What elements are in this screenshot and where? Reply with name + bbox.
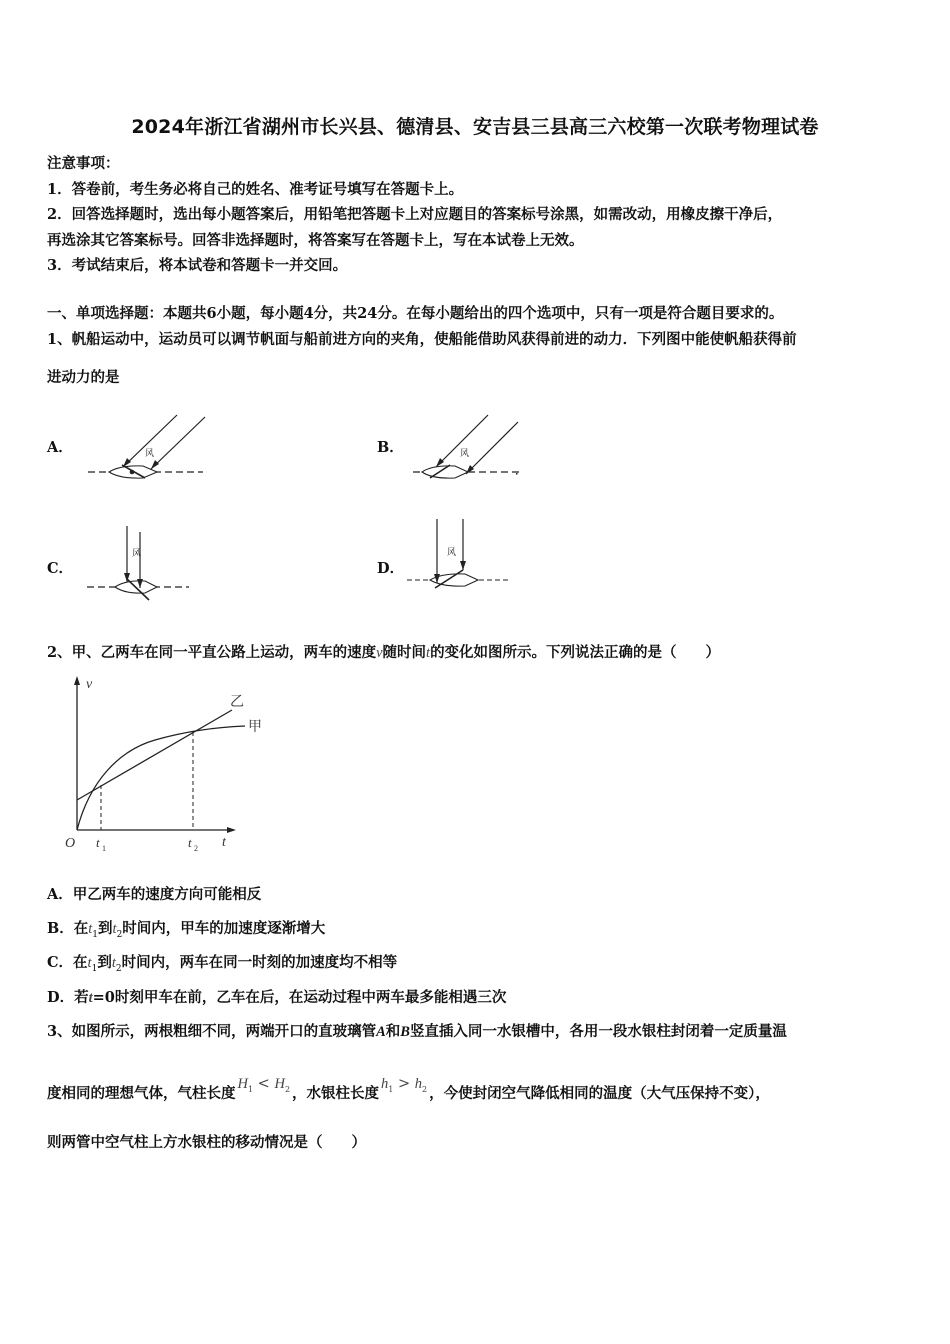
q3-expr1-h2: H (274, 1076, 285, 1092)
q2-var-t: t (426, 645, 431, 661)
q3-expr2-op: > (393, 1076, 415, 1092)
q1-figure-b (410, 410, 530, 490)
q2-d-var: t (88, 990, 93, 1006)
section-heading: 一、单项选择题：本题共6小题，每小题4分，共24分。在每小题给出的四个选项中，只有一项是符合题目要求的。 (47, 305, 784, 322)
q2-b-t1: t (88, 921, 93, 937)
q2-d-post: =0时刻甲车在前，乙车在后，在运动过程中两车最多能相遇三次 (92, 989, 507, 1006)
q2-y-axis-label: v (86, 677, 93, 692)
page-title: 2024年浙江省湖州市长兴县、德清县、安吉县三县高三六校第一次联考物理试卷 (131, 116, 819, 138)
q1-stem-line1: 1、帆船运动中，运动员可以调节帆面与船前进方向的夹角，使船能借助风获得前进的动力．下列图中能使帆船获得前 (47, 331, 797, 348)
q2-x-axis-label: t (222, 835, 226, 850)
q3-tube-b: B (400, 1024, 410, 1040)
q1-figure-a (85, 410, 210, 490)
q2-stem-part-c: 的变化如图所示。下列说法正确的是（ ） (430, 644, 721, 661)
q2-stem-part-a: 2、甲、乙两车在同一平直公路上运动，两车的速度 (47, 644, 377, 661)
q2-curve-jia (77, 726, 245, 830)
q2-c-mid: 到 (97, 954, 112, 971)
q1-option-a-label: A． (47, 439, 73, 456)
q2-c-s1: 1 (91, 963, 98, 974)
q3-expr-mercury-length (381, 1076, 427, 1092)
q3-expr2-h2: h (414, 1076, 422, 1092)
q3-expr1-h1: H (237, 1076, 248, 1092)
q1-option-c-label: C． (47, 560, 74, 577)
q3-stem-line3: 则两管中空气柱上方水银柱的移动情况是（ ） (47, 1134, 366, 1151)
q2-vt-graph (60, 670, 275, 860)
q2-t1-sub: 1 (102, 844, 106, 853)
q2-option-c (47, 951, 397, 974)
q2-d-pre: D．若 (47, 989, 89, 1006)
q2-stem-part-b: 随时间 (382, 644, 427, 661)
notice-item-3: 3．考试结束后，将本试卷和答题卡一并交回。 (47, 257, 348, 274)
q3-expr1-op: < (253, 1076, 275, 1092)
q3-line2-b: ，水银柱长度 (292, 1085, 380, 1102)
q2-option-b (47, 917, 325, 940)
q2-option-a: A．甲乙两车的速度方向可能相反 (47, 886, 262, 903)
q3-tube-a: A (376, 1024, 386, 1040)
notice-item-2: 2．回答选择题时，选出每小题答案后，用铅笔把答题卡上对应题目的答案标号涂黑，如需改动，用橡皮擦干净后， (47, 206, 783, 223)
q2-t2-label: t (188, 835, 192, 850)
q2-b-t2: t (112, 921, 117, 937)
q1-d-wind-label: 风 (447, 547, 457, 557)
q3-expr2-s2: 2 (422, 1084, 428, 1094)
q3-expr1-s1: 1 (247, 1084, 254, 1094)
q2-b-s2: 2 (116, 929, 123, 940)
q2-b-mid: 到 (98, 920, 113, 937)
q2-c-post: 时间内，两车在同一时刻的加速度均不相等 (121, 954, 398, 971)
q3-stem-line1 (47, 1020, 787, 1041)
q2-c-pre: C．在 (47, 954, 88, 971)
q2-b-post: 时间内，甲车的加速度逐渐增大 (122, 920, 326, 937)
q2-c-t1: t (87, 955, 92, 971)
q1-b-wind-label: 风 (460, 448, 470, 458)
q3-line2-c: ，今使封闭空气降低相同的温度（大气压保持不变）， (429, 1085, 770, 1102)
notice-heading: 注意事项： (47, 155, 120, 172)
q1-option-d-label: D． (377, 560, 405, 577)
q3-line2-a: 度相同的理想气体，气柱长度 (47, 1085, 236, 1102)
notice-item-2-cont: 再选涂其它答案标号。回答非选择题时，将答案写在答题卡上，写在本试卷上无效。 (47, 232, 584, 249)
q3-and: 和 (385, 1023, 401, 1040)
q2-t1-label: t (96, 835, 100, 850)
q2-b-s1: 1 (92, 929, 99, 940)
q1-figure-c (85, 520, 195, 605)
q2-line-yi (77, 710, 232, 800)
q3-expr2-h1: h (381, 1076, 389, 1092)
q1-figure-d (405, 515, 515, 600)
q2-origin-label: O (65, 836, 76, 851)
q3-line1-b: 竖直插入同一水银槽中，各用一段水银柱封闭着一定质量温 (409, 1023, 787, 1040)
q2-c-s2: 2 (115, 963, 122, 974)
q2-stem (47, 641, 720, 662)
q2-b-pre: B．在 (47, 920, 89, 937)
q3-expr1-s2: 2 (284, 1084, 291, 1094)
q1-stem-line2: 进动力的是 (47, 369, 120, 386)
q2-option-d (47, 986, 506, 1007)
q2-curve-yi-label: 乙 (230, 695, 244, 710)
q1-option-b-label: B． (377, 439, 404, 456)
q2-var-v: v (376, 645, 383, 661)
q3-line1-a: 3、如图所示，两根粗细不同，两端开口的直玻璃管 (47, 1023, 377, 1040)
q2-curve-jia-label: 甲 (248, 720, 262, 735)
notice-item-1: 1．答卷前，考生务必将自己的姓名、准考证号填写在答题卡上。 (47, 181, 464, 198)
q3-expr-h-length (238, 1076, 291, 1092)
q2-t2-sub: 2 (194, 844, 198, 853)
q3-stem-line2 (47, 1076, 770, 1104)
q1-c-wind-label: 风 (132, 548, 142, 558)
q2-c-t2: t (111, 955, 116, 971)
q3-expr2-s1: 1 (388, 1084, 394, 1094)
q1-a-wind-label: 风 (145, 448, 155, 458)
